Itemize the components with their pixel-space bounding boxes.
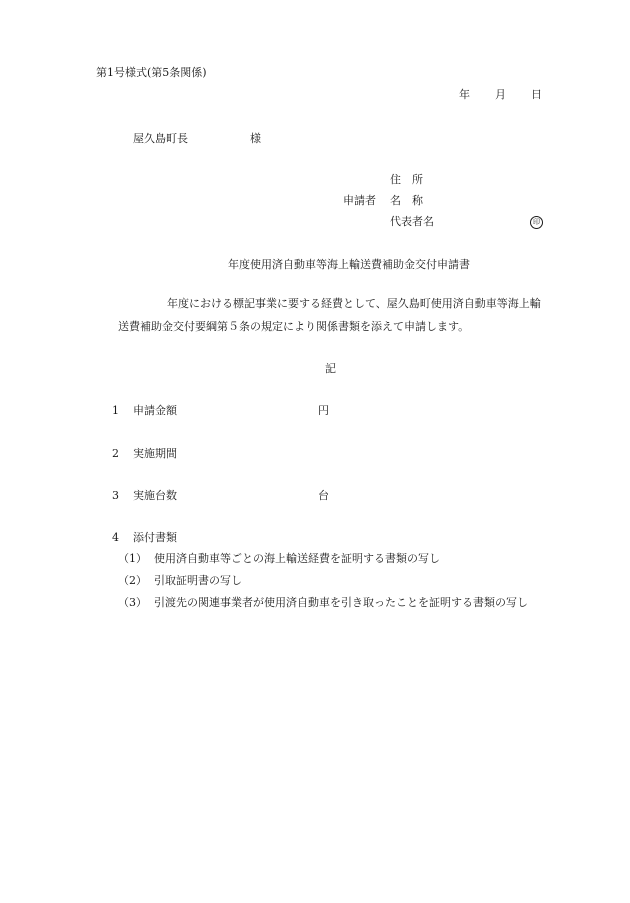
item-unit-yen: 円 [318,404,329,417]
form-number: 第1号様式(第5条関係) [96,66,207,79]
date-month-label: 月 [495,88,506,101]
address-label: 住 所 [390,173,423,186]
addressee-honorific: 様 [250,132,261,145]
attachment-text: 使用済自動車等ごとの海上輸送経費を証明する書類の写し [154,552,440,565]
body-line-1: 年度における標記事業に要する経費として、屋久島町使用済自動車等海上輸 [167,297,541,310]
ki-heading: 記 [325,362,336,375]
attachment-number: （1） [118,552,147,565]
date-day-label: 日 [531,88,542,101]
seal-icon: 印 [530,216,543,229]
attachment-number: （2） [118,574,147,587]
name-label: 名 称 [390,194,423,207]
attachment-number: （3） [118,596,147,609]
item-number: 4 [112,531,119,544]
item-label-period: 実施期間 [133,447,177,460]
item-number: 3 [112,489,119,502]
attachment-text: 引渡先の関連事業者が使用済自動車を引き取ったことを証明する書類の写し [154,596,528,609]
addressee-mayor: 屋久島町長 [133,132,188,145]
applicant-label: 申請者 [343,194,376,207]
document-title: 年度使用済自動車等海上輸送費補助金交付申請書 [228,258,470,271]
item-label-count: 実施台数 [133,489,177,502]
item-label-amount: 申請金額 [133,404,177,417]
body-line-2: 送費補助金交付要綱第５条の規定により関係書類を添えて申請します。 [118,320,470,333]
representative-label: 代表者名 [390,215,434,228]
attachment-text: 引取証明書の写し [154,574,242,587]
item-label-attachments: 添付書類 [133,531,177,544]
item-number: 1 [112,404,119,417]
item-unit-dai: 台 [318,489,329,502]
date-year-label: 年 [459,88,470,101]
item-number: 2 [112,447,119,460]
